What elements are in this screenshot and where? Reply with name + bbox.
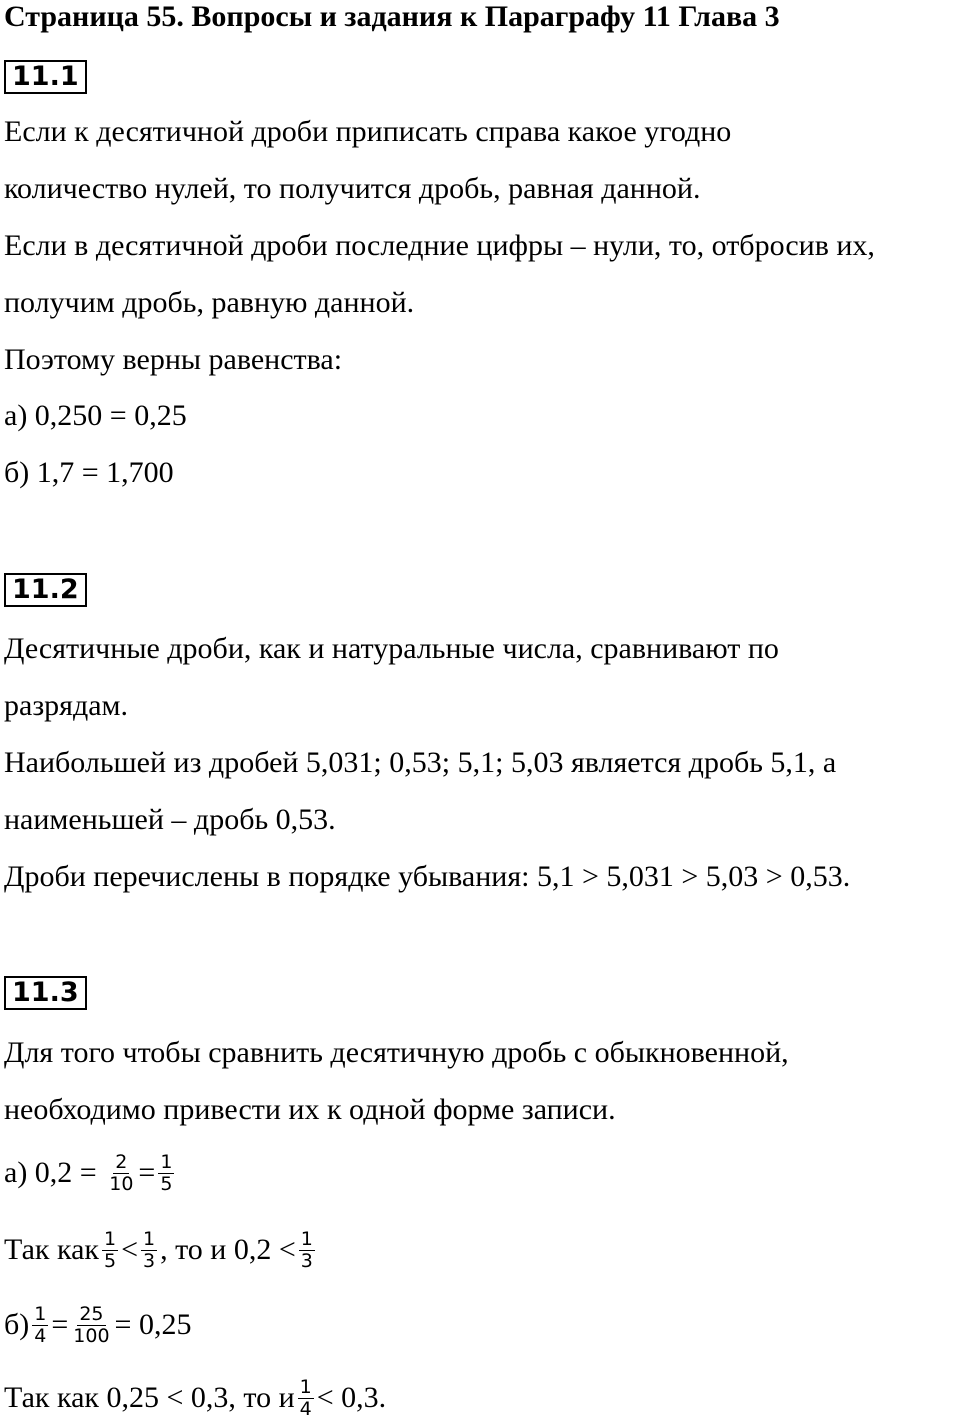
numerator: 1 (34, 1302, 47, 1325)
numerator: 1 (300, 1227, 313, 1250)
paragraph-line: получим дробь, равную данной. (4, 286, 415, 319)
denominator: 10 (109, 1172, 134, 1195)
exercise-number-11-2: 11.2 (4, 573, 87, 607)
equation-text: а) 0,2 = (4, 1156, 97, 1189)
equals-sign: = (138, 1156, 156, 1189)
fraction (298, 1377, 314, 1420)
equation-line: б) 1,7 = 1,700 (4, 456, 174, 489)
equation-text: , то и 0,2 < (160, 1233, 296, 1266)
denominator: 100 (73, 1324, 110, 1347)
exercise-number-11-3: 11.3 (4, 976, 87, 1010)
paragraph-line: Дроби перечислены в порядке убывания: 5,1 > 5,031 > 5,03 > 0,53. (4, 860, 851, 893)
fraction (158, 1152, 174, 1195)
fraction (141, 1229, 157, 1272)
paragraph-line: наименьшей – дробь 0,53. (4, 803, 336, 836)
fraction (299, 1229, 315, 1272)
paragraph-line: количество нулей, то получится дробь, равная данной. (4, 172, 701, 205)
equation-text: < 0,3. (316, 1381, 387, 1414)
paragraph-line: Если в десятичной дроби последние цифры – нули, то, отбросив их, (4, 229, 875, 262)
comparison-line-b (4, 1375, 387, 1422)
denominator: 4 (299, 1397, 312, 1420)
exercise-number-11-1: 11.1 (4, 60, 87, 94)
fraction (102, 1229, 118, 1272)
denominator: 3 (143, 1249, 156, 1272)
equation-text: = 0,25 (114, 1308, 192, 1341)
comparison-line-a (4, 1227, 318, 1274)
paragraph-line: Поэтому верны равенства: (4, 343, 343, 376)
numerator: 1 (143, 1227, 156, 1250)
page-title: Страница 55. Вопросы и задания к Параграфу 11 Глава 3 (4, 0, 780, 33)
paragraph-line: Десятичные дроби, как и натуральные числа, сравнивают по (4, 632, 779, 665)
less-than-sign: < (121, 1233, 138, 1266)
numerator: 1 (299, 1375, 312, 1398)
denominator: 5 (103, 1249, 117, 1272)
equation-text: б) (4, 1308, 30, 1341)
fraction (107, 1152, 135, 1195)
numerator: 2 (115, 1150, 128, 1173)
paragraph-line: разрядам. (4, 689, 129, 722)
denominator: 5 (160, 1172, 173, 1195)
paragraph-line: Если к десятичной дроби приписать справа какое угодно (4, 115, 732, 148)
numerator: 1 (103, 1227, 117, 1250)
paragraph-line: Наибольшей из дробей 5,031; 0,53; 5,1; 5,03 является дробь 5,1, а (4, 746, 837, 779)
equation-text: Так как 0,25 < 0,3, то и (4, 1381, 295, 1414)
equation-line-b (4, 1302, 192, 1349)
numerator: 25 (79, 1302, 104, 1325)
fraction (32, 1304, 48, 1347)
equation-line-a (4, 1150, 177, 1197)
numerator: 1 (160, 1150, 173, 1173)
fraction (71, 1304, 111, 1347)
equation-text: Так как (4, 1233, 99, 1266)
equation-line: а) 0,250 = 0,25 (4, 399, 187, 432)
denominator: 3 (300, 1249, 313, 1272)
equals-sign: = (51, 1308, 69, 1341)
paragraph-line: необходимо привести их к одной форме записи. (4, 1093, 616, 1126)
denominator: 4 (34, 1324, 47, 1347)
paragraph-line: Для того чтобы сравнить десятичную дробь с обыкновенной, (4, 1036, 789, 1069)
